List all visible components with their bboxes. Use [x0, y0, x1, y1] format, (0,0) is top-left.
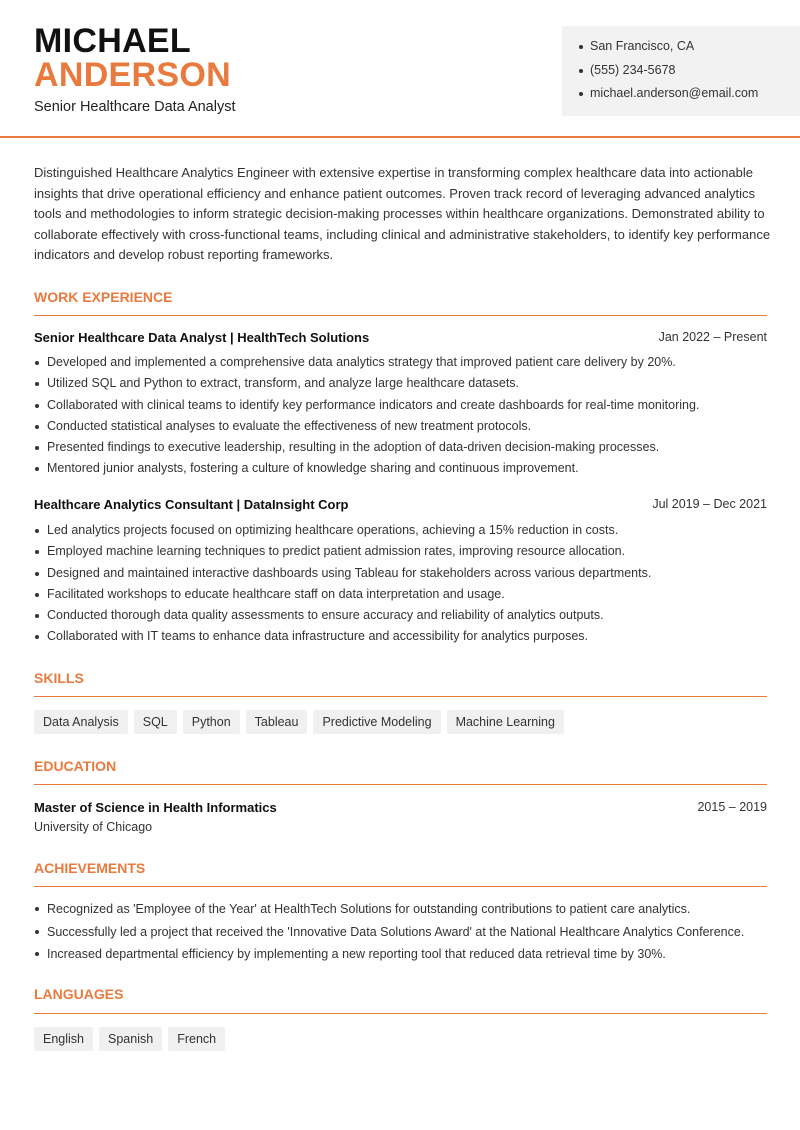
achievements-heading: ACHIEVEMENTS: [34, 860, 146, 876]
section-divider: [34, 696, 767, 697]
job-dates-1: Jan 2022 – Present: [658, 330, 767, 344]
languages-list: [34, 1027, 225, 1051]
contact-location: San Francisco, CA: [590, 39, 695, 53]
skill-tag: Data Analysis: [34, 710, 128, 734]
job-title-2: Healthcare Analytics Consultant | DataInsight Corp: [34, 497, 349, 512]
job-bullet: Designed and maintained interactive dashboards using Tableau for stakeholders across various departments.: [34, 563, 774, 584]
job-bullet: Led analytics projects focused on optimizing healthcare operations, achieving a 15% reduction in costs.: [34, 520, 774, 541]
contact-phone: (555) 234-5678: [590, 63, 676, 77]
job-bullet: Conducted thorough data quality assessments to ensure accuracy and reliability of analytics outputs.: [34, 605, 774, 626]
job-bullet: Collaborated with IT teams to enhance data infrastructure and accessibility for analytics purposes.: [34, 626, 774, 647]
section-divider: [34, 1013, 767, 1014]
job-bullets-1: [34, 352, 774, 480]
job-bullet: Collaborated with clinical teams to identify key performance indicators and create dashboards for real-time monitoring.: [34, 395, 774, 416]
job-dates-2: Jul 2019 – Dec 2021: [652, 497, 767, 511]
skill-tag: Machine Learning: [447, 710, 564, 734]
education-dates: 2015 – 2019: [697, 800, 767, 814]
skills-list: [34, 710, 564, 734]
achievement-item: Increased departmental efficiency by implementing a new reporting tool that reduced data retrieval time by 30%.: [34, 943, 774, 966]
language-tag: English: [34, 1027, 93, 1051]
language-tag: Spanish: [99, 1027, 162, 1051]
job-bullet: Utilized SQL and Python to extract, transform, and analyze large healthcare datasets.: [34, 373, 774, 394]
education-degree: Master of Science in Health Informatics: [34, 800, 277, 815]
job-bullet: Mentored junior analysts, fostering a culture of knowledge sharing and continuous improvement.: [34, 458, 774, 479]
skill-tag: Tableau: [246, 710, 308, 734]
skills-heading: SKILLS: [34, 670, 84, 686]
section-divider: [34, 315, 767, 316]
language-tag: French: [168, 1027, 225, 1051]
contact-box: [562, 26, 800, 116]
job-bullet: Facilitated workshops to educate healthcare staff on data interpretation and usage.: [34, 584, 774, 605]
job-title-1: Senior Healthcare Data Analyst | HealthTech Solutions: [34, 330, 370, 345]
section-divider: [34, 784, 767, 785]
skill-tag: SQL: [134, 710, 177, 734]
languages-heading: LANGUAGES: [34, 986, 124, 1002]
education-school: University of Chicago: [34, 820, 153, 834]
resume-header: [0, 0, 800, 138]
achievements-list: [34, 898, 774, 966]
job-bullet: Developed and implemented a comprehensive data analytics strategy that improved patient care delivery by 20%.: [34, 352, 774, 373]
section-divider: [34, 886, 767, 887]
contact-email: michael.anderson@email.com: [590, 86, 759, 100]
job-bullet: Presented findings to executive leadership, resulting in the adoption of data-driven decision-making processes.: [34, 437, 774, 458]
skill-tag: Predictive Modeling: [313, 710, 440, 734]
last-name: ANDERSON: [34, 56, 231, 94]
achievement-item: Successfully led a project that received the 'Innovative Data Solutions Award' at the National Healthcare Analytics Conference.: [34, 921, 774, 944]
job-bullet: Employed machine learning techniques to predict patient admission rates, improving resource allocation.: [34, 541, 774, 562]
skill-tag: Python: [183, 710, 240, 734]
achievement-item: Recognized as 'Employee of the Year' at HealthTech Solutions for outstanding contributions to patient care analytics.: [34, 898, 774, 921]
job-bullet: Conducted statistical analyses to evaluate the effectiveness of new treatment protocols.: [34, 416, 774, 437]
first-name: MICHAEL: [34, 22, 191, 60]
job-bullets-2: [34, 520, 774, 648]
job-title: Senior Healthcare Data Analyst: [34, 99, 236, 115]
work-experience-heading: WORK EXPERIENCE: [34, 289, 173, 305]
education-heading: EDUCATION: [34, 758, 117, 774]
summary-paragraph: Distinguished Healthcare Analytics Engineer with extensive expertise in transforming complex healthcare data into actionable insights that drive operational efficiency and enhance patient outcomes. Proven track record of leveraging advanced analytics tools and methodologies to inform strategic decision-making processes within healthcare organizations. Demonstrated ability to collaborate effectively with cross-functional teams, including clinical and administrative stakeholders, to identify key performance indicators and develop robust reporting frameworks.: [34, 165, 771, 262]
